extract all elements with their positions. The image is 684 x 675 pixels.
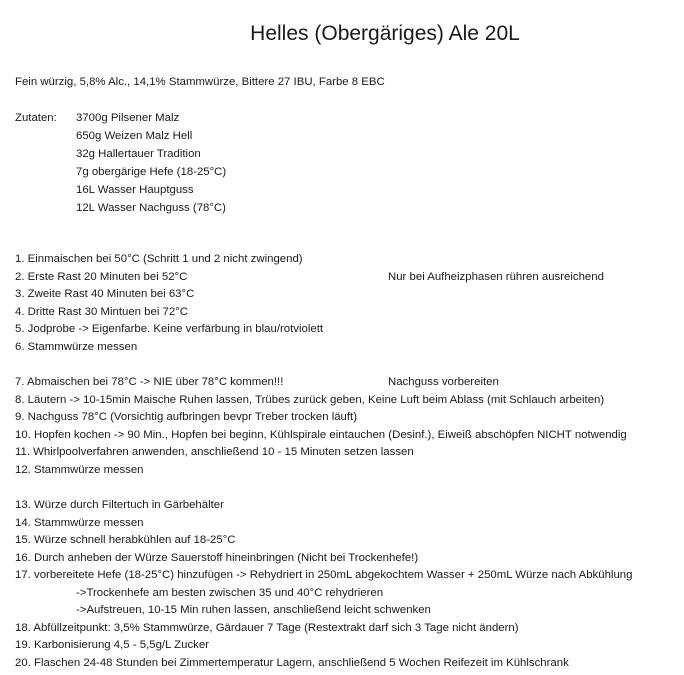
ingredient-item: 12L Wasser Nachguss (78°C) bbox=[76, 202, 226, 214]
step-18: 18. Abfüllzeitpunkt: 3,5% Stammwürze, Gärdauer 7 Tage (Restextrakt darf sich 3 Tage nicht ändern) bbox=[15, 621, 519, 634]
step-12: 12. Stammwürze messen bbox=[15, 463, 144, 476]
step-11: 11. Whirlpoolverfahren anwenden, anschließend 10 - 15 Minuten setzen lassen bbox=[15, 446, 414, 458]
step-5: 5. Jodprobe -> Eigenfarbe. Keine verfärbung in blau/rotviolett bbox=[15, 323, 324, 335]
step-20: 20. Flaschen 24-48 Stunden bei Zimmertemperatur Lagern, anschließend 5 Wochen Reifezeit im Kühlschrank bbox=[15, 656, 569, 669]
step-7: 7. Abmaischen bei 78°C -> NIE über 78°C kommen!!! bbox=[15, 376, 284, 388]
step-17: 17. vorbereitete Hefe (18-25°C) hinzufügen -> Rehydriert in 250mL abgekochtem Wasser + 250mL Würze nach Abkühlung bbox=[15, 569, 633, 581]
step-10: 10. Hopfen kochen -> 90 Min., Hopfen bei beginn, Kühlspirale eintauchen (Desinf.), Eiweiß abschöpfen NICHT notwendig bbox=[15, 428, 627, 441]
ingredient-item: 3700g Pilsener Malz bbox=[76, 112, 180, 124]
ingredient-item: 32g Hallertauer Tradition bbox=[76, 148, 201, 160]
step-9: 9. Nachguss 78°C (Vorsichtig aufbringen bevpr Treber trocken läuft) bbox=[15, 411, 358, 423]
step-8: 8. Läutern -> 10-15min Maische Ruhen lassen, Trübes zurück geben, Keine Luft beim Ablass (mit Schlauch arbeiten) bbox=[15, 393, 605, 406]
step-1: 1. Einmaischen bei 50°C (Schritt 1 und 2 nicht zwingend) bbox=[15, 253, 303, 265]
step-3: 3. Zweite Rast 40 Minuten bei 63°C bbox=[15, 288, 195, 300]
step-2-note: Nur bei Aufheizphasen rühren ausreichend bbox=[388, 270, 604, 283]
step-16: 16. Durch anheben der Würze Sauerstoff hineinbringen (Nicht bei Trockenhefe!) bbox=[15, 551, 419, 564]
step-13: 13. Würze durch Filtertuch in Gärbehälter bbox=[15, 499, 224, 511]
step-7-note: Nachguss vorbereiten bbox=[388, 376, 499, 388]
step-14: 14. Stammwürze messen bbox=[15, 516, 144, 529]
ingredient-item: 650g Weizen Malz Hell bbox=[76, 130, 193, 142]
beer-profile: Fein würzig, 5,8% Alc., 14,1% Stammwürze, Bittere 27 IBU, Farbe 8 EBC bbox=[15, 76, 385, 88]
ingredient-item: 7g obergärige Hefe (18-25°C) bbox=[76, 166, 227, 178]
step-19: 19. Karbonisierung 4,5 - 5,5g/L Zucker bbox=[15, 639, 209, 651]
ingredients-list bbox=[76, 111, 226, 219]
step-6: 6. Stammwürze messen bbox=[15, 340, 138, 353]
step-15: 15. Würze schnell herabkühlen auf 18-25°C bbox=[15, 534, 236, 546]
document-title: Helles (Obergäriges) Ale 20L bbox=[250, 22, 520, 45]
step-17-sub-2: ->Aufstreuen, 10-15 Min ruhen lassen, anschließend leicht schwenken bbox=[76, 604, 431, 616]
step-17-sub-1: ->Trockenhefe am besten zwischen 35 und 40°C rehydrieren bbox=[76, 586, 384, 599]
step-4: 4. Dritte Rast 30 Mintuen bei 72°C bbox=[15, 305, 188, 318]
ingredients-label: Zutaten: bbox=[15, 112, 57, 124]
ingredient-item: 16L Wasser Hauptguss bbox=[76, 184, 194, 196]
step-2: 2. Erste Rast 20 Minuten bei 52°C bbox=[15, 270, 188, 283]
